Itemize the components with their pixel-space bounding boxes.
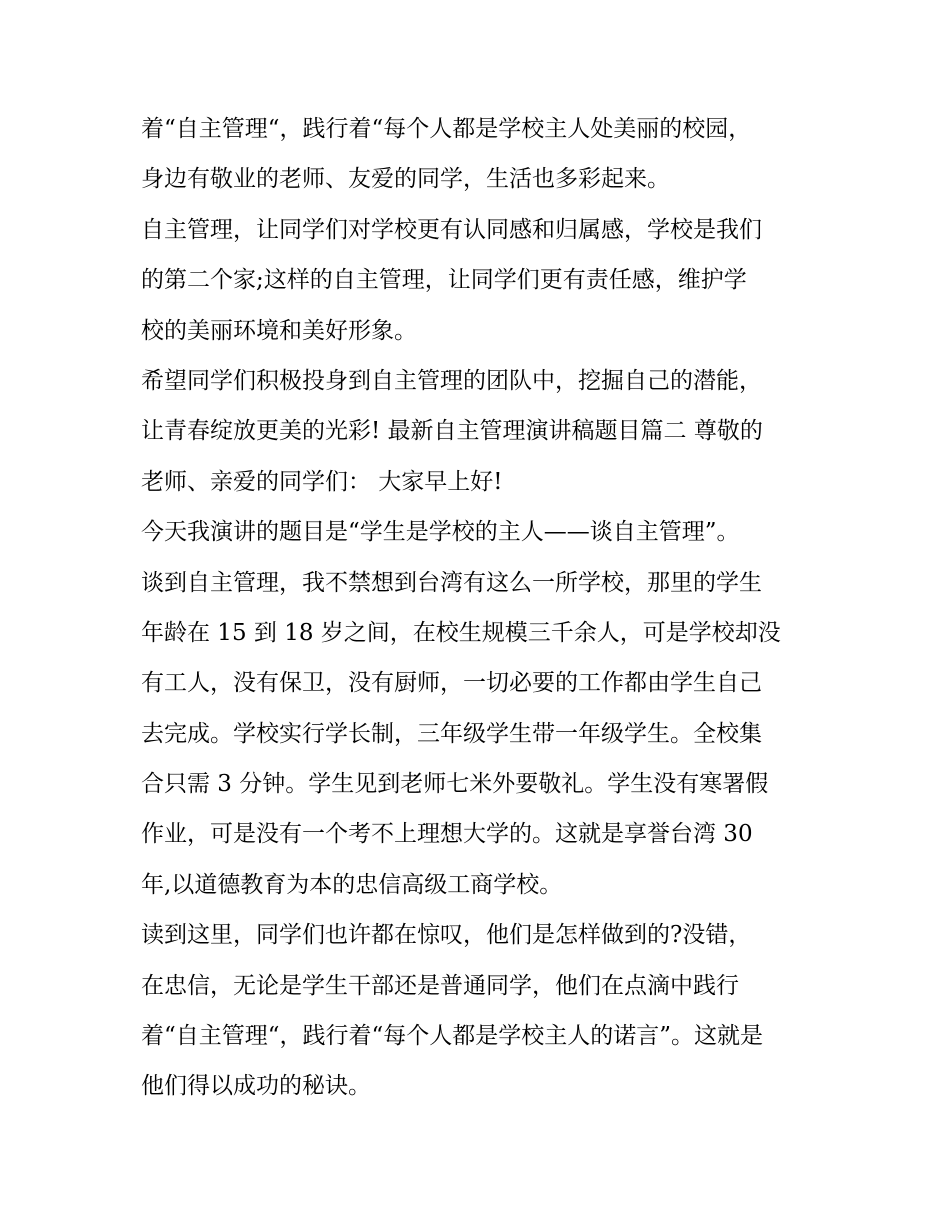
text-line: 身边有敬业的老师、友爱的同学，生活也多彩起来。 bbox=[141, 166, 670, 193]
text-line: 作业，可是没有一个考不上理想大学的。这就是享誉台湾 30 bbox=[141, 821, 753, 848]
text-line: 着“自主管理“，践行着“每个人都是学校主人处美丽的校园， bbox=[141, 116, 752, 142]
text-line: 有工人，没有保卫，没有厨师，一切必要的工作都由学生自己 bbox=[141, 670, 762, 697]
body-text bbox=[141, 104, 831, 1112]
text-line: 他们得以成功的秘诀。 bbox=[141, 1073, 371, 1100]
text-line: 校的美丽环境和美好形象。 bbox=[141, 317, 417, 344]
text-line: 在忠信，无论是学生干部还是普通同学，他们在点滴中践行 bbox=[141, 972, 739, 999]
text-line: 的第二个家;这样的自主管理，让同学们更有责任感，维护学 bbox=[141, 267, 747, 294]
text-line: 自主管理，让同学们对学校更有认同感和归属感，学校是我们 bbox=[141, 216, 762, 243]
text-line: 合只需 3 分钟。学生见到老师七米外要敬礼。学生没有寒署假 bbox=[141, 771, 769, 798]
text-line: 今天我演讲的题目是“学生是学校的主人——谈自主管理”。 bbox=[141, 519, 740, 546]
text-line: 老师、亲爱的同学们： 大家早上好! bbox=[141, 468, 503, 495]
text-line: 着“自主管理“，践行着“每个人都是学校主人的诺言”。这就是 bbox=[141, 1023, 764, 1050]
text-line: 谈到自主管理，我不禁想到台湾有这么一所学校，那里的学生 bbox=[141, 569, 762, 596]
text-line: 去完成。学校实行学长制，三年级学生带一年级学生。全校集 bbox=[141, 720, 762, 747]
text-line: 让青春绽放更美的光彩! 最新自主管理演讲稿题目篇二 尊敬的 bbox=[141, 418, 763, 445]
text-line: 读到这里，同学们也许都在惊叹，他们是怎样做到的?没错， bbox=[141, 922, 752, 949]
text-line: 希望同学们积极投身到自主管理的团队中，挖掘自己的潜能， bbox=[141, 367, 762, 394]
text-line: 年龄在 15 到 18 岁之间，在校生规模三千余人，可是学校却没 bbox=[141, 619, 781, 646]
text-line: 年,以道德教育为本的忠信高级工商学校。 bbox=[141, 871, 563, 898]
